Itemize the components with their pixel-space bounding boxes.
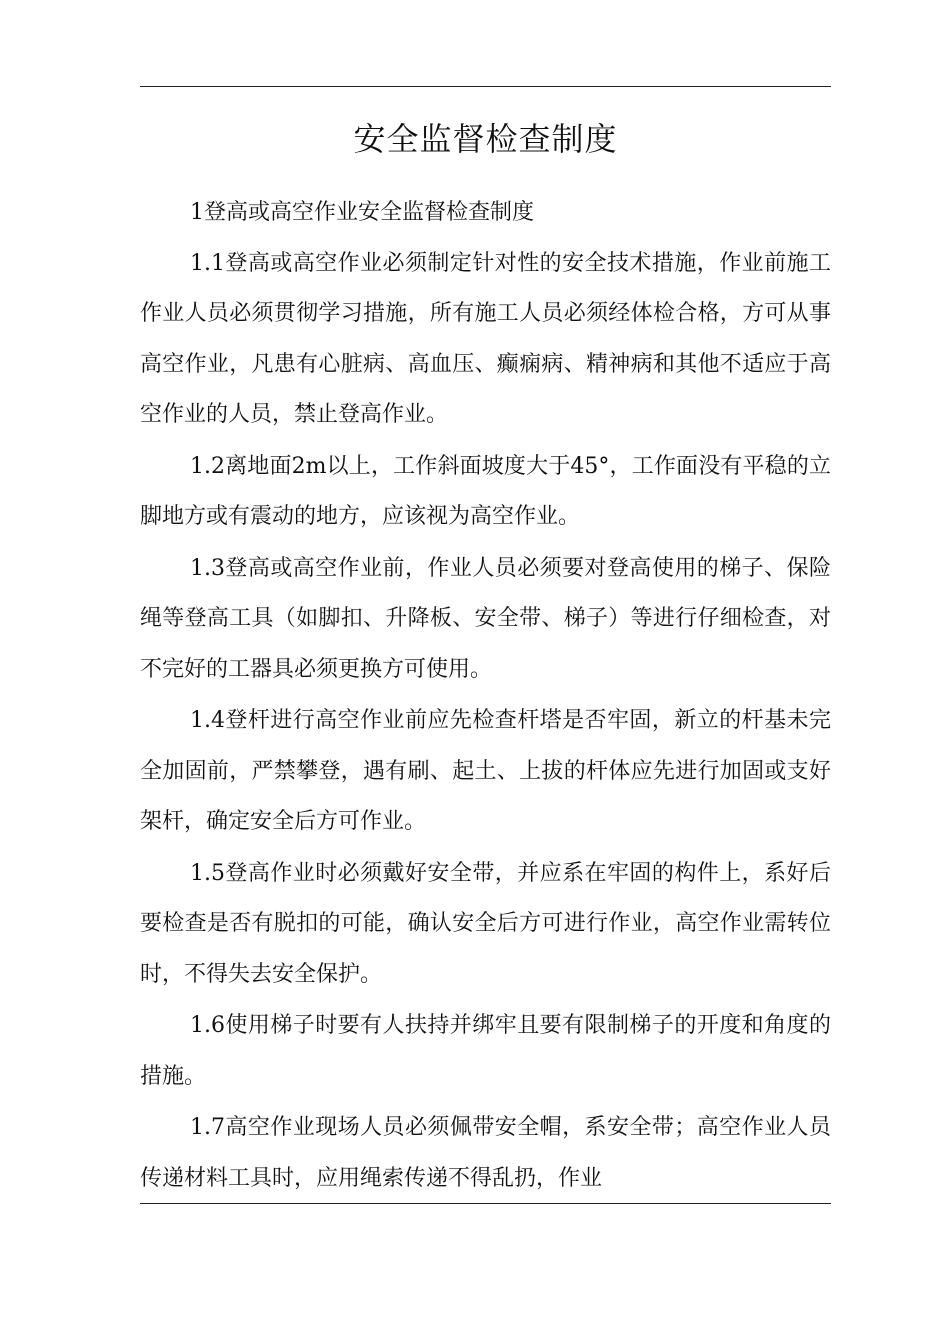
footer-rule bbox=[140, 1203, 831, 1204]
paragraph-1-2: 1.2离地面2m以上，工作斜面坡度大于45°，工作面没有平稳的立脚地方或有震动的地方，应该视为高空作业。 bbox=[140, 453, 831, 529]
page-title: 安全监督检查制度 bbox=[353, 120, 618, 158]
document-body bbox=[140, 188, 831, 1205]
paragraph-1-4: 1.4登杆进行高空作业前应先检查杆塔是否牢固，新立的杆基未完全加固前，严禁攀登，遇有刷、起土、上拔的杆体应先进行加固或支好架杆，确定安全后方可作业。 bbox=[140, 708, 831, 834]
paragraph-1-3: 1.3登高或高空作业前，作业人员必须要对登高使用的梯子、保险绳等登高工具（如脚扣、升降板、安全带、梯子）等进行仔细检查，对不完好的工器具必须更换方可使用。 bbox=[140, 555, 831, 682]
header-rule bbox=[140, 86, 831, 87]
section-heading: 1登高或高空作业安全监督检查制度 bbox=[190, 200, 534, 225]
paragraph-1-6: 1.6使用梯子时要有人扶持并绑牢且要有限制梯子的开度和角度的措施。 bbox=[140, 1013, 831, 1089]
paragraph-1-5: 1.5登高作业时必须戴好安全带，并应系在牢固的构件上，系好后要检查是否有脱扣的可能，确认安全后方可进行作业，高空作业需转位时，不得失去安全保护。 bbox=[140, 860, 831, 987]
paragraph-1-7: 1.7高空作业现场人员必须佩带安全帽，系安全带；高空作业人员传递材料工具时，应用绳索传递不得乱扔，作业 bbox=[140, 1115, 831, 1191]
paragraph-1-1: 1.1登高或高空作业必须制定针对性的安全技术措施，作业前施工作业人员必须贯彻学习措施，所有施工人员必须经体检合格，方可从事高空作业，凡患有心脏病、高血压、癫痫病、精神病和其他不适应于高空作业的人员，禁止登高作业。 bbox=[140, 250, 831, 427]
